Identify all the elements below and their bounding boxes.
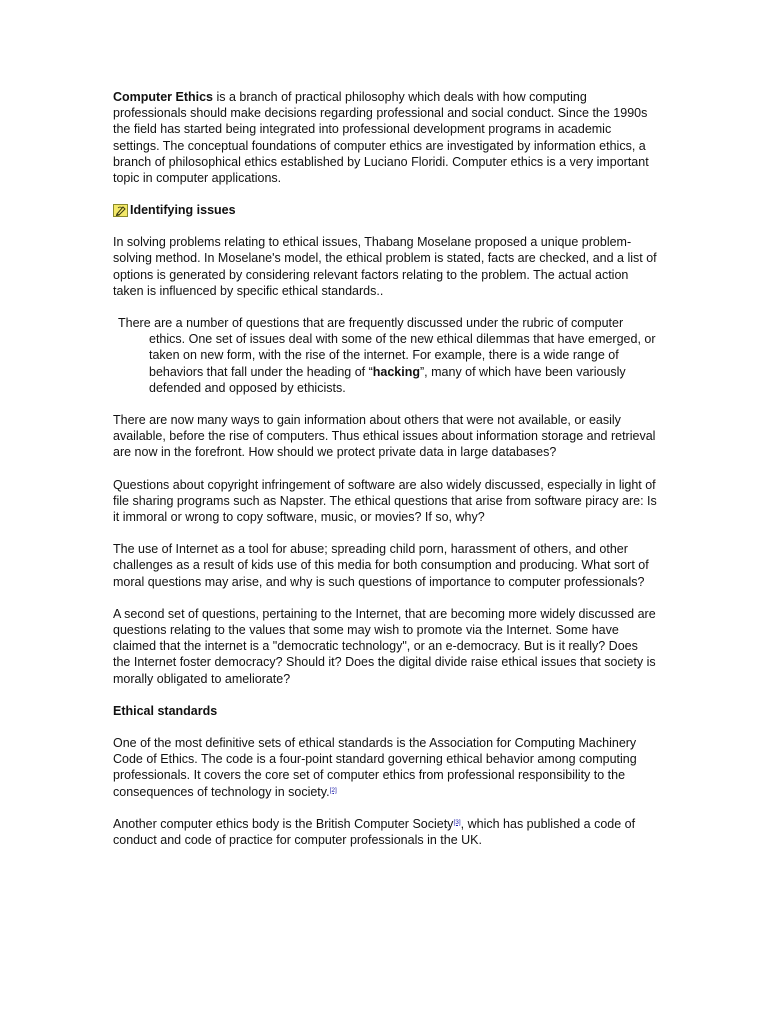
- p2-text-before: There are a number of questions that are frequently discussed under the rubric of computer ethics. One set of issues deal with some of the new ethical dilemmas that have emerged, or taken on new form, with the rise of the internet. For example, there is a wide range of behaviors that fall under the heading of “: [118, 316, 656, 379]
- pencil-note-icon: [113, 204, 128, 217]
- identifying-paragraph-6: A second set of questions, pertaining to the Internet, that are becoming more widely discussed are questions relating to the values that some may wish to promote via the Internet. Some have claimed that the internet is a "democratic technology", or an e-democracy. But is it really? Does the Internet foster democracy? Should it? Does the digital divide raise ethical issues that society is morally obligated to ameliorate?: [113, 606, 656, 686]
- standards-paragraph-2: [113, 816, 658, 848]
- reference-link-2[interactable]: [2]: [329, 786, 337, 794]
- standards-p1-text: One of the most definitive sets of ethical standards is the Association for Computing Machinery Code of Ethics. The code is a four-point standard governing ethical behavior among computing professionals. It covers the core set of computer ethics from professional responsibility to the consequences of technology in society.: [113, 735, 637, 799]
- standards-p2-after: , which has published a code of conduct and code of practice for computer professionals in the UK.: [113, 816, 636, 847]
- document-page: [113, 89, 658, 864]
- identifying-paragraph-5: The use of Internet as a tool for abuse; spreading child porn, harassment of others, and other challenges as a result of kids use of this media for both consumption and producing. What sort of moral questions may arise, and why is such questions of importance to computer professionals?: [113, 542, 649, 589]
- identifying-paragraph-2: [113, 315, 658, 396]
- intro-term: Computer Ethics: [113, 90, 214, 104]
- identifying-paragraph-3: There are now many ways to gain information about others that were not available, or easily available, before the rise of computers. Thus ethical issues about information storage and retrieval are now in the forefront. How should we protect private data in large databases?: [113, 413, 656, 460]
- heading-identifying-text: Identifying issues: [130, 203, 236, 218]
- p2-text-after: ”, many of which have been variously defended and opposed by ethicists.: [149, 364, 626, 395]
- intro-text: is a branch of practical philosophy which deals with how computing professionals should make decisions regarding professional and social conduct. Since the 1990s the field has started being integrated into professional development programs in academic settings. The conceptual foundations of computer ethics are investigated by information ethics, a branch of philosophical ethics established by Luciano Floridi. Computer ethics is a very important topic in computer applications.: [113, 90, 649, 186]
- standards-p2-before: Another computer ethics body is the British Computer Society: [113, 816, 454, 831]
- heading-standards-text: Ethical standards: [113, 703, 218, 718]
- identifying-paragraph-4: Questions about copyright infringement of software are also widely discussed, especially in light of file sharing programs such as Napster. The ethical questions that arise from software piracy are: Is it immoral or wrong to copy software, music, or movies? If so, why?: [113, 477, 657, 525]
- standards-paragraph-1: [113, 735, 658, 800]
- identifying-paragraph-1: In solving problems relating to ethical issues, Thabang Moselane proposed a unique problem-solving method. In Moselane's model, the ethical problem is stated, facts are checked, and a list of options is generated by considering relevant factors relating to the problem. The actual action taken is influenced by specific ethical standards..: [113, 235, 657, 298]
- intro-paragraph: [113, 89, 658, 186]
- heading-ethical-standards: [113, 703, 658, 719]
- hacking-term: hacking: [372, 364, 421, 379]
- heading-identifying-issues: [113, 202, 658, 218]
- reference-link-3[interactable]: [3]: [453, 818, 461, 826]
